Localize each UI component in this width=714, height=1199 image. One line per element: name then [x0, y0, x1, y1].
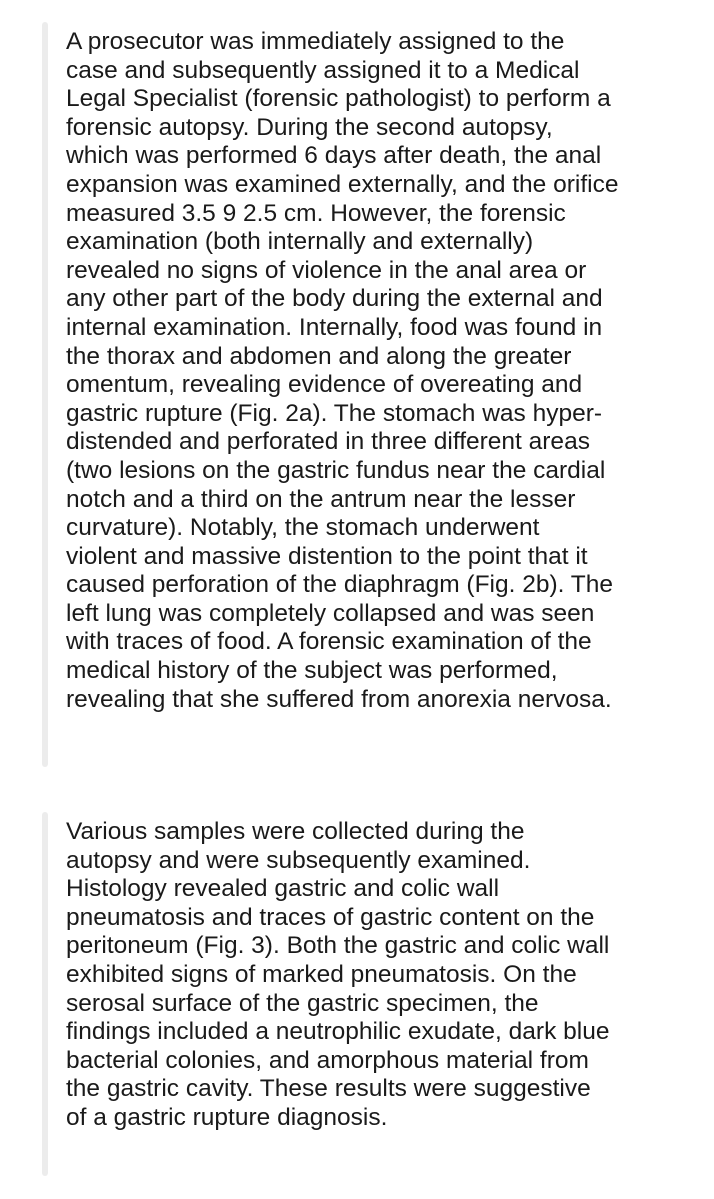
paragraph-autopsy: A prosecutor was immediately assigned to the case and subsequently assigned it to a Medical Legal Specialist (forensic pathologist) to perform a forensic autopsy. During the second autopsy, which was performed 6 days after death, the anal expansion was examined externally, and the orifice measured 3.5 9 2.5 cm. However, the forensic examination (both internally and externally) revealed no signs of violence in the anal area or any other part of the body during the external and internal examination. Internally, food was found in the thorax and abdomen and along the greater omentum, revealing evidence of overeating and gastric rupture (Fig. 2a). The stomach was hyper- distended and perforated in three different areas (two lesions on the gastric fundus near the cardial notch and a third on the antrum near the lesser curvature). Notably, the stomach underwent violent and massive distention to the point that it caused perforation of the diaphragm (Fig. 2b). The left lung was completely collapsed and was seen with traces of food. A forensic examination of the medical history of the subject was performed, revealing that she suffered from anorexia nervosa. [66, 28, 619, 713]
quote-bar [42, 22, 48, 767]
quote-bar [42, 812, 48, 1176]
paragraph-histology: Various samples were collected during the autopsy and were subsequently examined. Histology revealed gastric and colic wall pneumatosis and traces of gastric content on the peritoneum (Fig. 3). Both the gastric and colic wall exhibited signs of marked pneumatosis. On the serosal surface of the gastric specimen, the findings included a neutrophilic exudate, dark blue bacterial colonies, and amorphous material from the gastric cavity. These results were suggestive of a gastric rupture diagnosis. [66, 818, 610, 1131]
quote-block-histology [42, 812, 702, 1176]
quote-block-autopsy [42, 22, 702, 767]
